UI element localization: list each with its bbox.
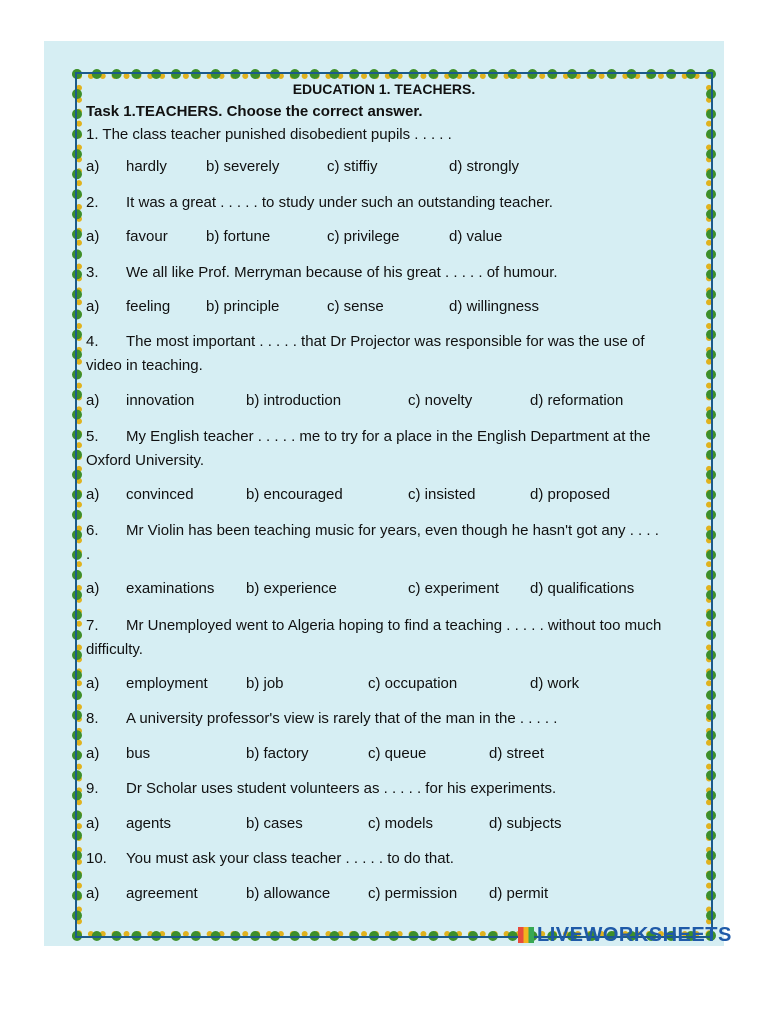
option-b[interactable]: b) fortune (206, 228, 271, 245)
option-b[interactable]: b) principle (206, 298, 280, 315)
option-d[interactable]: d) qualifications (530, 580, 635, 597)
option-c[interactable]: c) permission (368, 885, 458, 902)
question-number: 2. (86, 194, 99, 211)
options-9 (86, 815, 686, 835)
option-d[interactable]: d) strongly (449, 158, 520, 175)
question-number: 9. (86, 780, 99, 797)
question-7 (86, 614, 666, 662)
option-c[interactable]: c) novelty (408, 392, 473, 409)
worksheet-content (44, 41, 724, 946)
option-a[interactable]: examinations (126, 580, 215, 597)
options-1 (86, 158, 686, 178)
option-a-label: a) (86, 392, 100, 409)
option-a-label: a) (86, 885, 100, 902)
option-c[interactable]: c) queue (368, 745, 427, 762)
option-b[interactable]: b) job (246, 675, 284, 692)
option-d[interactable]: d) proposed (530, 486, 611, 503)
options-4 (86, 392, 686, 412)
question-number: 10. (86, 850, 107, 867)
option-c[interactable]: c) occupation (368, 675, 458, 692)
option-a[interactable]: hardly (126, 158, 167, 175)
option-b[interactable]: b) severely (206, 158, 280, 175)
question-text: You must ask your class teacher . . . . . to do that. (126, 850, 454, 867)
worksheet-page (44, 41, 724, 946)
option-a[interactable]: convinced (126, 486, 194, 503)
option-b[interactable]: b) experience (246, 580, 337, 597)
option-d[interactable]: d) value (449, 228, 503, 245)
option-a-label: a) (86, 298, 100, 315)
question-number: 5. (86, 428, 99, 445)
option-a-label: a) (86, 486, 100, 503)
option-c[interactable]: c) stiffiy (327, 158, 378, 175)
option-d[interactable]: d) willingness (449, 298, 540, 315)
question-1 (86, 123, 666, 147)
option-a[interactable]: bus (126, 745, 151, 762)
question-10 (86, 847, 666, 871)
option-d[interactable]: d) work (530, 675, 580, 692)
option-d[interactable]: d) reformation (530, 392, 624, 409)
question-text: Mr Violin has been teaching music for years, even though he hasn't got any . . . . . (86, 522, 659, 563)
question-text: Mr Unemployed went to Algeria hoping to find a teaching . . . . . without too much difficulty. (86, 617, 662, 658)
question-text: A university professor's view is rarely that of the man in the . . . . . (126, 710, 558, 727)
question-number: 6. (86, 522, 99, 539)
question-8 (86, 707, 666, 731)
option-c[interactable]: c) sense (327, 298, 384, 315)
question-text: Dr Scholar uses student volunteers as . . . . . for his experiments. (126, 780, 557, 797)
option-d[interactable]: d) permit (489, 885, 549, 902)
option-b[interactable]: b) encouraged (246, 486, 343, 503)
option-a[interactable]: feeling (126, 298, 171, 315)
option-a[interactable]: agents (126, 815, 172, 832)
option-a[interactable]: favour (126, 228, 168, 245)
option-a-label: a) (86, 815, 100, 832)
question-number: 1. (86, 126, 103, 143)
option-c[interactable]: c) experiment (408, 580, 499, 597)
options-2 (86, 228, 686, 248)
question-9 (86, 777, 666, 801)
option-a-label: a) (86, 580, 100, 597)
question-number: 4. (86, 333, 99, 350)
option-a-label: a) (86, 675, 100, 692)
option-c[interactable]: c) models (368, 815, 434, 832)
question-text: We all like Prof. Merryman because of his great . . . . . of humour. (126, 264, 558, 281)
options-6 (86, 580, 686, 600)
option-a[interactable]: agreement (126, 885, 198, 902)
question-number: 7. (86, 617, 99, 634)
question-number: 8. (86, 710, 99, 727)
task-instruction: Task 1.TEACHERS. Choose the correct answer. (86, 103, 423, 120)
options-8 (86, 745, 686, 765)
question-6 (86, 519, 666, 567)
option-c[interactable]: c) insisted (408, 486, 476, 503)
question-text: My English teacher . . . . . me to try for a place in the English Department at the Oxford University. (86, 428, 651, 469)
page-title: EDUCATION 1. TEACHERS. (292, 81, 476, 97)
options-7 (86, 675, 686, 695)
options-10 (86, 885, 686, 905)
option-c[interactable]: c) privilege (327, 228, 400, 245)
option-a[interactable]: employment (126, 675, 208, 692)
question-5 (86, 425, 666, 473)
option-d[interactable]: d) street (489, 745, 545, 762)
question-3 (86, 261, 666, 285)
option-b[interactable]: b) allowance (246, 885, 331, 902)
option-b[interactable]: b) factory (246, 745, 309, 762)
option-a-label: a) (86, 158, 100, 175)
brand-name: LIVEWORKSHEETS (537, 924, 732, 946)
option-b[interactable]: b) cases (246, 815, 303, 832)
option-b[interactable]: b) introduction (246, 392, 342, 409)
options-3 (86, 298, 686, 318)
options-5 (86, 486, 686, 506)
question-4 (86, 330, 666, 378)
question-number: 3. (86, 264, 99, 281)
option-a-label: a) (86, 228, 100, 245)
option-d[interactable]: d) subjects (489, 815, 562, 832)
liveworksheets-logo-icon (518, 927, 534, 943)
option-a-label: a) (86, 745, 100, 762)
question-text: The most important . . . . . that Dr Projector was responsible for was the use of video in teaching. (86, 333, 645, 374)
liveworksheets-logo[interactable] (518, 924, 732, 947)
question-text: The class teacher punished disobedient pupils . . . . . (102, 126, 452, 143)
question-text: It was a great . . . . . to study under such an outstanding teacher. (126, 194, 553, 211)
question-2 (86, 191, 666, 215)
option-a[interactable]: innovation (126, 392, 195, 409)
